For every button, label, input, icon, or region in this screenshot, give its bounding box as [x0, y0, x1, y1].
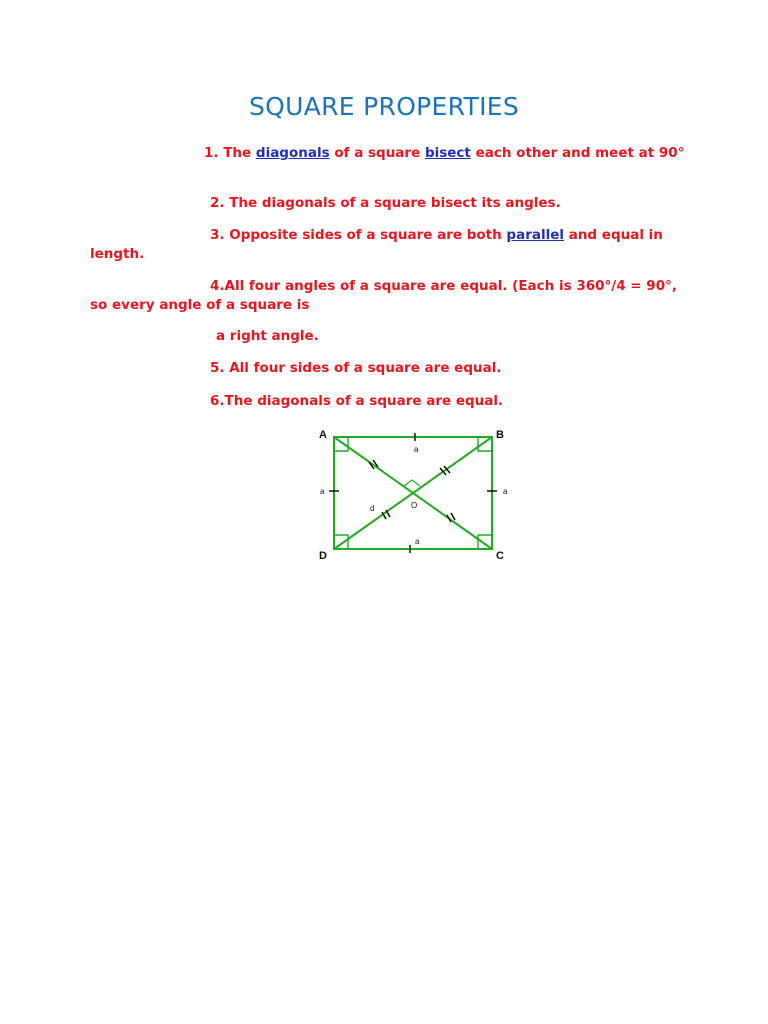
double-tick-co	[447, 513, 455, 522]
link-bisect[interactable]: bisect	[424, 145, 471, 161]
property-5	[90, 359, 690, 378]
property-5-text: 5. All four sides of a square are equal.	[210, 360, 502, 376]
property-6-text: 6.The diagonals of a square are equal.	[210, 393, 504, 409]
link-diagonals[interactable]: diagonals	[255, 145, 330, 161]
side-label-left: a	[320, 487, 325, 496]
link-parallel[interactable]: parallel	[506, 227, 565, 243]
diagonal-label: d	[370, 504, 375, 513]
property-4-continued	[90, 327, 690, 346]
property-6	[90, 392, 690, 411]
side-label-top: a	[414, 445, 419, 454]
property-2-text: 2. The diagonals of a square bisect its angles.	[210, 195, 561, 211]
vertex-label-a: A	[319, 429, 327, 441]
property-1-text-a: 1. The	[204, 145, 256, 161]
property-3-text-b: and equal in length.	[90, 227, 663, 262]
page-title: SQUARE PROPERTIES	[248, 92, 520, 121]
square-diagram	[316, 424, 512, 564]
side-label-right: a	[503, 487, 508, 496]
property-1-text-b: of a square	[329, 145, 425, 161]
center-label: O	[411, 501, 418, 510]
property-3	[90, 226, 690, 264]
property-4-text: 4.All four angles of a square are equal. (Each is 360°/4 = 90°, so every angle of a square is	[90, 278, 677, 313]
vertex-label-b: B	[496, 429, 504, 441]
property-2	[90, 194, 690, 213]
property-1	[90, 144, 690, 163]
vertex-label-c: C	[496, 550, 504, 562]
property-3-text-a: 3. Opposite sides of a square are both	[210, 227, 507, 243]
property-4	[90, 277, 690, 315]
side-label-bottom: a	[415, 537, 420, 546]
property-4b-text: a right angle.	[216, 328, 319, 344]
property-1-text-c: each other and meet at 90°	[470, 145, 685, 161]
right-angle-mark-o	[404, 480, 420, 486]
vertex-label-d: D	[319, 550, 327, 562]
